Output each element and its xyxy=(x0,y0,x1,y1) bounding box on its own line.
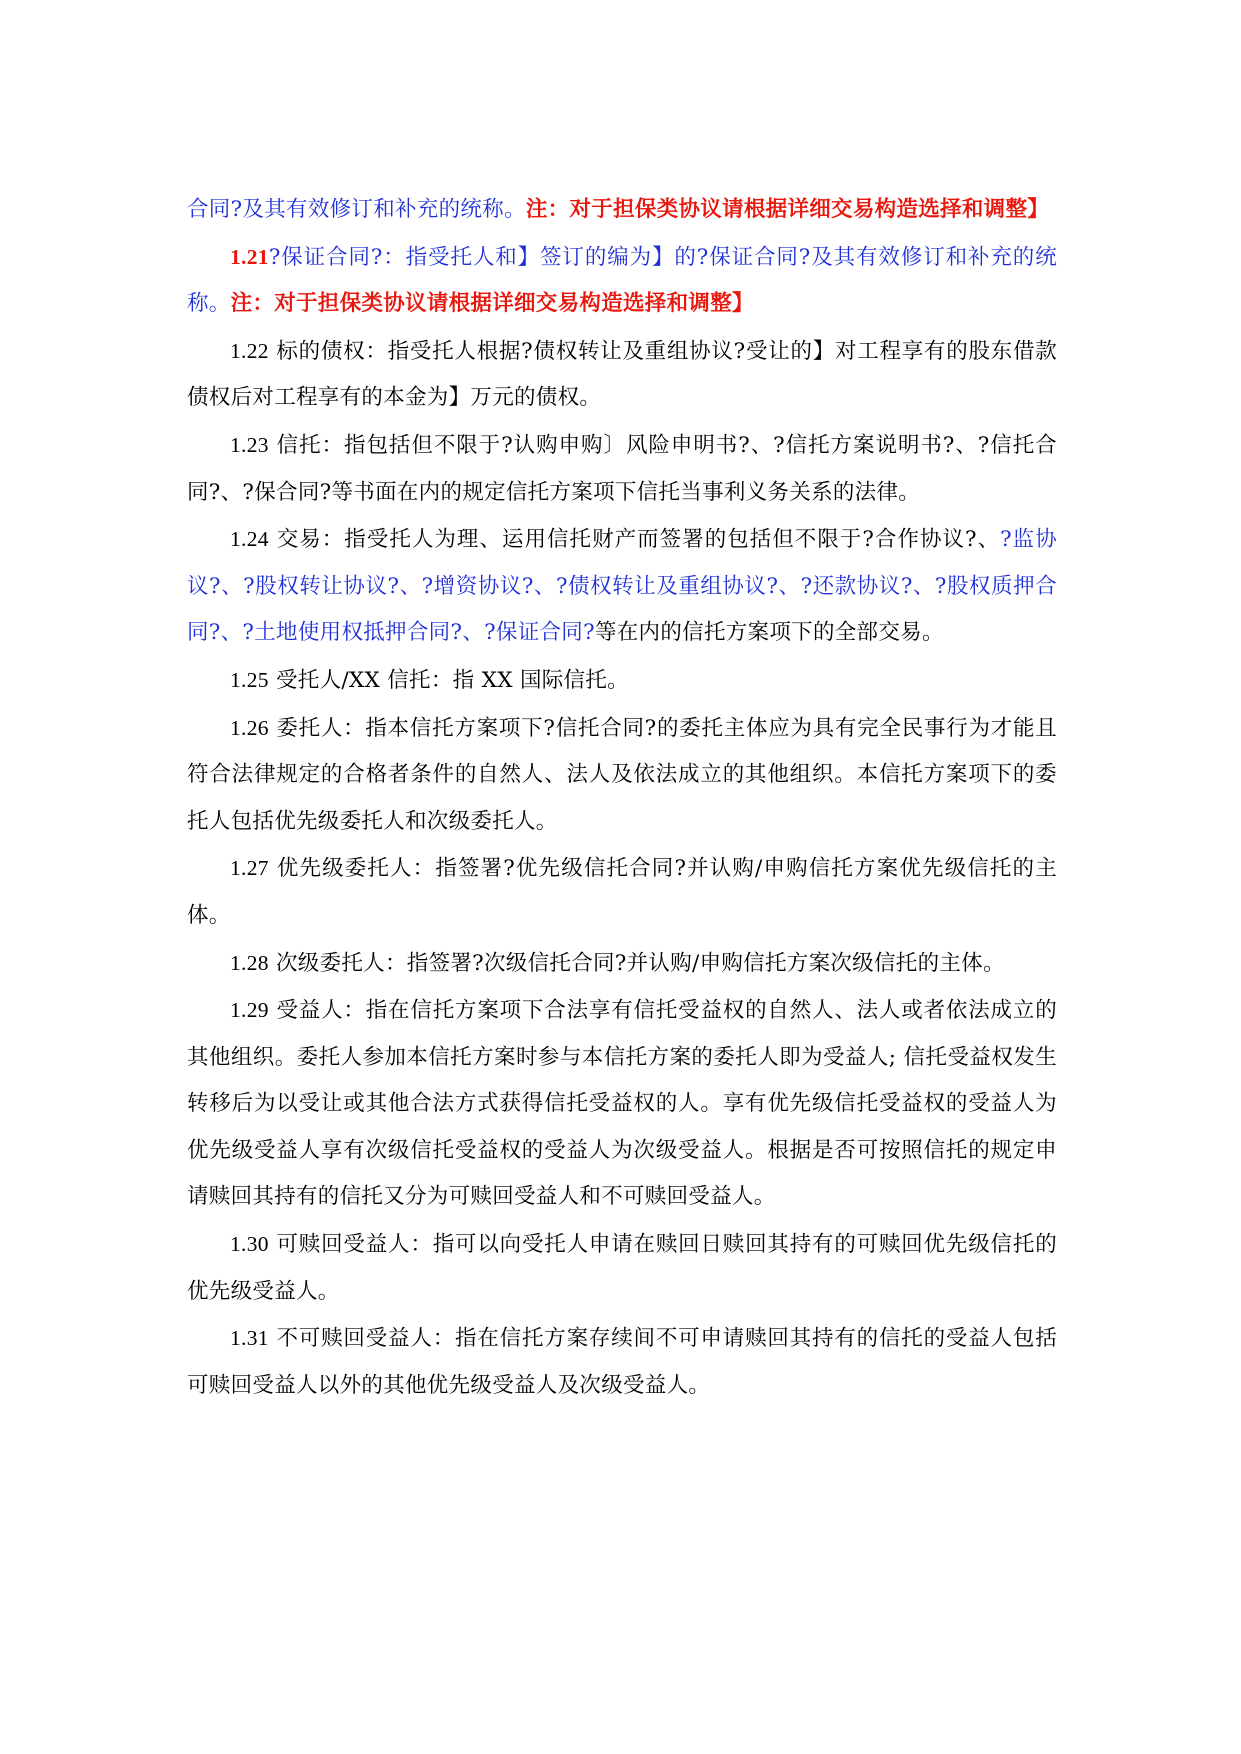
clause-number: 1.26 xyxy=(230,715,269,740)
clause-1-21 xyxy=(187,234,1057,328)
clause-number: 1.31 xyxy=(230,1326,269,1351)
definition-text-blue: ?保证合同?：指受托人和】签订的编为】的?保证合同?及其有效修订和补充的统称。 xyxy=(187,244,1057,317)
clause-text: 受托人/XX 信托：指 XX 国际信托。 xyxy=(275,667,629,693)
clause-text: 优先级委托人：指签署?优先级信托合同?并认购/申购信托方案优先级信托的主体。 xyxy=(187,856,1057,928)
adjustment-note: 注：对于担保类协议请根据详细交易构造选择和调整】 xyxy=(230,291,754,317)
clause-text: 交易：指受托人为理、运用信托财产而签署的包括但不限于?合作协议?、 xyxy=(276,527,1001,553)
clause-text: 标的债权：指受托人根据?债权转让及重组协议?受让的】对工程享有的股东借款债权后对工程享有的本金为】万元的债权。 xyxy=(187,338,1058,411)
clause-text: 信托：指包括但不限于?认购申购〕风险申明书?、?信托方案说明书?、?信托合同?、?保合同?等书面在内的规定信托方案项下信托当事利义务关系的法律。 xyxy=(187,432,1057,505)
clause-1-31 xyxy=(187,1315,1057,1409)
clause-1-29 xyxy=(187,987,1057,1221)
clause-1-22 xyxy=(187,328,1057,422)
clause-1-26 xyxy=(187,705,1057,846)
clause-number: 1.30 xyxy=(230,1232,269,1257)
clause-number: 1.27 xyxy=(230,856,269,881)
clause-1-27 xyxy=(187,845,1057,939)
adjustment-note: 注：对于担保类协议请根据详细交易构造选择和调整】 xyxy=(525,197,1050,222)
clause-text: 不可赎回受益人：指在信托方案存续间不可申请赎回其持有的信托的受益人包括可赎回受益人以外的其他优先级受益人及次级受益人。 xyxy=(187,1326,1057,1398)
clause-text: 可赎回受益人：指可以向受托人申请在赎回日赎回其持有的可赎回优先级信托的优先级受益人。 xyxy=(187,1232,1057,1304)
clause-text: 次级委托人：指签署?次级信托合同?并认购/申购信托方案次级信托的主体。 xyxy=(275,950,1005,976)
paragraph-continuation xyxy=(187,187,1057,234)
clause-number: 1.24 xyxy=(230,527,269,552)
clause-number: 1.25 xyxy=(230,667,269,692)
clause-1-30 xyxy=(187,1221,1057,1315)
clause-number: 1.28 xyxy=(230,950,269,975)
clause-1-28 xyxy=(187,940,1057,988)
clause-1-25 xyxy=(187,657,1057,705)
clause-number: 1.22 xyxy=(230,338,269,363)
clause-number: 1.29 xyxy=(230,998,269,1023)
clause-text: 委托人：指本信托方案项下?信托合同?的委托主体应为具有完全民事行为才能且符合法律规定的合格者条件的自然人、法人及依法成立的其他组织。本信托方案项下的委托人包括优先级委托人和次级委托人。 xyxy=(187,715,1058,834)
clause-text: 受益人：指在信托方案项下合法享有信托受益权的自然人、法人或者依法成立的其他组织。委托人参加本信托方案时参与本信托方案的委托人即为受益人; 信托受益权发生转移后为以受让或其他合法方式获得信托受益权的人。享有优先级信托受益权的受益人为优先级受益人享有次级信托受益权的受益人为次级受益人。根据是否可按照信托的规定申请赎回其持有的信托又分为可赎回受益人和不可赎回受益人。 xyxy=(187,998,1057,1210)
clause-number: 1.23 xyxy=(230,432,269,457)
clause-text: 等在内的信托方案项下的全部交易。 xyxy=(594,620,944,646)
clause-number: 1.21 xyxy=(230,244,269,269)
definition-text-blue: 合同?及其有效修订和补充的统称。 xyxy=(187,197,526,222)
definition-text-blue: ?监协议?、?股权转让协议?、?增资协议?、?债权转让及重组协议?、?还款协议?、?股权质押合同?、?土地使用权抵押合同?、?保证合同? xyxy=(187,527,1057,646)
clause-1-23 xyxy=(187,422,1057,516)
clause-1-24 xyxy=(187,516,1057,657)
